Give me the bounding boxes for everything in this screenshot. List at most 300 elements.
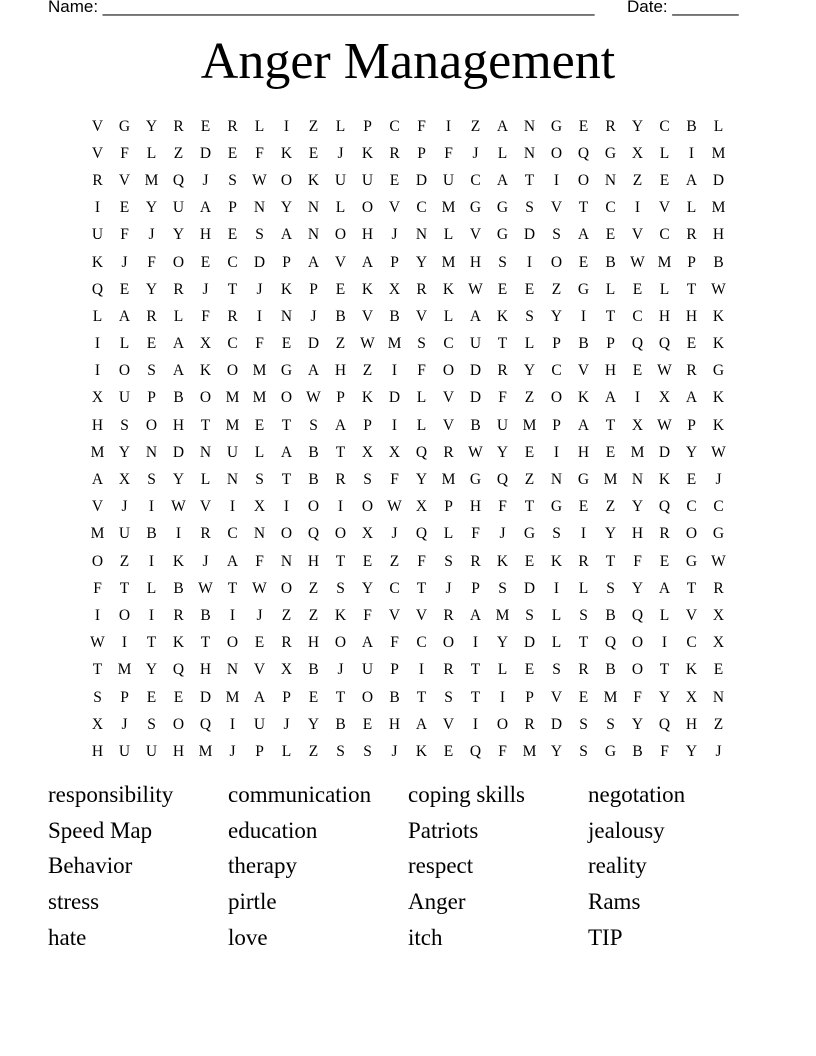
grid-letter: I <box>580 307 587 325</box>
grid-letter: Y <box>496 634 509 652</box>
grid-letter: Y <box>145 199 158 217</box>
grid-letter: Z <box>389 552 400 570</box>
grid-letter: K <box>550 552 563 570</box>
grid-letter: T <box>200 416 211 434</box>
grid-letter: O <box>361 688 374 706</box>
grid-letter: N <box>604 171 617 189</box>
grid-letter: K <box>496 552 509 570</box>
grid-letter: X <box>631 144 644 162</box>
grid-letter: I <box>526 253 533 271</box>
grid-letter: K <box>307 171 320 189</box>
grid-letter: F <box>417 552 426 570</box>
grid-letter: R <box>686 362 697 380</box>
grid-letter: Q <box>199 715 212 733</box>
grid-letter: M <box>630 443 645 461</box>
grid-letter: L <box>524 335 535 353</box>
grid-letter: Q <box>469 742 482 760</box>
grid-letter: A <box>361 634 374 652</box>
grid-letter: Z <box>308 117 319 135</box>
grid-letter: O <box>334 226 347 244</box>
grid-letter: R <box>281 634 292 652</box>
grid-letter: J <box>472 144 479 162</box>
grid-letter: Q <box>631 606 644 624</box>
grid-letter: R <box>200 525 211 543</box>
grid-letter: O <box>550 389 563 407</box>
grid-letter: F <box>120 144 129 162</box>
grid-letter: K <box>442 280 455 298</box>
grid-letter: Q <box>604 634 617 652</box>
grid-letter: P <box>606 335 615 353</box>
grid-letter: V <box>469 226 482 244</box>
grid-letter: H <box>199 661 212 679</box>
grid-letter: G <box>469 471 482 489</box>
grid-letter: F <box>201 307 210 325</box>
grid-letter: E <box>659 552 670 570</box>
grid-letter: P <box>228 199 237 217</box>
grid-letter: M <box>387 335 402 353</box>
word-list-item: reality <box>588 853 647 879</box>
grid-letter: N <box>523 144 536 162</box>
grid-letter: A <box>658 579 671 597</box>
grid-letter: E <box>119 280 130 298</box>
grid-letter: S <box>579 606 588 624</box>
grid-letter: I <box>175 525 182 543</box>
grid-letter: X <box>712 606 725 624</box>
grid-letter: Z <box>605 498 616 516</box>
grid-letter: U <box>118 389 131 407</box>
grid-letter: T <box>416 579 427 597</box>
grid-letter: Q <box>172 171 185 189</box>
grid-letter: S <box>498 579 507 597</box>
grid-letter: T <box>524 498 535 516</box>
grid-letter: D <box>658 443 671 461</box>
grid-letter: S <box>498 253 507 271</box>
word-list-item: responsibility <box>48 782 174 807</box>
grid-letter: O <box>280 171 293 189</box>
grid-letter: S <box>255 471 264 489</box>
grid-letter: X <box>415 498 428 516</box>
grid-letter: H <box>604 362 617 380</box>
grid-letter: U <box>334 171 347 189</box>
grid-letter: T <box>335 688 346 706</box>
grid-letter: K <box>712 307 725 325</box>
grid-letter: C <box>227 253 238 271</box>
grid-letter: F <box>93 579 102 597</box>
grid-letter: I <box>148 552 155 570</box>
grid-letter: A <box>172 362 185 380</box>
grid-letter: O <box>280 579 293 597</box>
grid-letter: A <box>280 226 293 244</box>
grid-letter: T <box>335 552 346 570</box>
grid-letter: P <box>363 416 372 434</box>
grid-letter: W <box>657 362 672 380</box>
grid-letter: E <box>659 171 670 189</box>
grid-letter: O <box>172 253 185 271</box>
grid-letter: A <box>334 416 347 434</box>
grid-letter: S <box>120 416 129 434</box>
grid-letter: F <box>633 552 642 570</box>
grid-letter: D <box>253 253 266 271</box>
grid-letter: T <box>227 579 238 597</box>
word-list-item: therapy <box>228 853 297 879</box>
grid-letter: I <box>229 606 236 624</box>
grid-letter: O <box>361 498 374 516</box>
grid-letter: T <box>416 688 427 706</box>
grid-letter: K <box>280 144 293 162</box>
grid-letter: C <box>389 579 400 597</box>
grid-letter: Z <box>308 606 319 624</box>
grid-letter: U <box>91 226 104 244</box>
grid-letter: M <box>252 362 267 380</box>
grid-letter: Y <box>361 579 374 597</box>
grid-letter: I <box>94 362 101 380</box>
grid-letter: D <box>469 362 482 380</box>
grid-letter: K <box>334 606 347 624</box>
grid-letter: S <box>552 226 561 244</box>
grid-letter: S <box>579 715 588 733</box>
grid-letter: K <box>361 280 374 298</box>
grid-letter: P <box>687 253 696 271</box>
grid-letter: H <box>469 498 482 516</box>
grid-letter: J <box>121 498 128 516</box>
grid-letter: J <box>256 280 263 298</box>
grid-letter: H <box>199 226 212 244</box>
grid-letter: R <box>146 307 157 325</box>
grid-letter: L <box>443 307 454 325</box>
grid-letter: Y <box>604 525 617 543</box>
grid-letter: E <box>686 335 697 353</box>
grid-letter: P <box>687 416 696 434</box>
grid-letter: E <box>578 253 589 271</box>
grid-letter: O <box>199 389 212 407</box>
grid-letter: G <box>577 471 590 489</box>
grid-letter: R <box>578 552 589 570</box>
grid-letter: M <box>711 144 726 162</box>
grid-letter: O <box>334 634 347 652</box>
grid-letter: B <box>335 715 346 733</box>
grid-letter: Y <box>685 443 698 461</box>
grid-letter: L <box>497 144 508 162</box>
grid-letter: R <box>713 579 724 597</box>
grid-letter: X <box>388 443 401 461</box>
grid-letter: Z <box>632 171 643 189</box>
grid-letter: R <box>173 117 184 135</box>
grid-letter: D <box>415 171 428 189</box>
grid-letter: L <box>119 335 130 353</box>
grid-letter: V <box>442 389 455 407</box>
grid-letter: C <box>416 634 427 652</box>
grid-letter: I <box>148 498 155 516</box>
grid-letter: Z <box>524 471 535 489</box>
grid-letter: Y <box>172 226 185 244</box>
grid-letter: L <box>713 117 724 135</box>
grid-letter: B <box>173 389 184 407</box>
grid-letter: X <box>91 389 104 407</box>
grid-letter: J <box>202 171 209 189</box>
grid-letter: O <box>334 525 347 543</box>
grid-letter: R <box>470 552 481 570</box>
grid-letter: S <box>255 226 264 244</box>
grid-letter: C <box>605 199 616 217</box>
grid-letter: V <box>253 661 266 679</box>
grid-letter: K <box>172 634 185 652</box>
grid-letter: I <box>553 171 560 189</box>
grid-letter: Q <box>415 443 428 461</box>
word-list-item: hate <box>48 924 87 950</box>
word-search-grid <box>84 113 732 766</box>
grid-letter: Y <box>145 661 158 679</box>
grid-letter: T <box>686 579 697 597</box>
grid-letter: T <box>578 634 589 652</box>
grid-letter: H <box>712 226 725 244</box>
grid-letter: S <box>309 416 318 434</box>
grid-letter: J <box>229 742 236 760</box>
grid-letter: M <box>711 199 726 217</box>
grid-letter: A <box>361 253 374 271</box>
grid-letter: C <box>686 634 697 652</box>
grid-letter: D <box>550 715 563 733</box>
grid-letter: R <box>578 661 589 679</box>
grid-letter: L <box>605 280 616 298</box>
grid-letter: P <box>282 688 291 706</box>
grid-letter: P <box>336 389 345 407</box>
grid-letter: Y <box>118 443 131 461</box>
grid-letter: K <box>712 389 725 407</box>
grid-letter: W <box>630 253 645 271</box>
grid-letter: K <box>415 742 428 760</box>
grid-letter: H <box>307 552 320 570</box>
grid-letter: R <box>443 606 454 624</box>
word-list-item: communication <box>228 782 372 807</box>
grid-letter: E <box>335 280 346 298</box>
grid-letter: B <box>578 335 589 353</box>
grid-letter: H <box>469 253 482 271</box>
grid-letter: L <box>578 579 589 597</box>
grid-letter: F <box>255 335 264 353</box>
grid-letter: Q <box>658 715 671 733</box>
grid-letter: D <box>199 144 212 162</box>
grid-letter: G <box>577 280 590 298</box>
grid-letter: F <box>255 552 264 570</box>
grid-letter: A <box>469 606 482 624</box>
grid-letter: V <box>118 171 131 189</box>
grid-letter: Y <box>658 688 671 706</box>
grid-letter: M <box>522 742 537 760</box>
grid-letter: E <box>524 443 535 461</box>
grid-letter: Y <box>685 742 698 760</box>
grid-letter: S <box>363 471 372 489</box>
grid-letter: T <box>470 661 481 679</box>
grid-letter: P <box>444 498 453 516</box>
grid-letter: V <box>442 416 455 434</box>
grid-letter: N <box>226 471 239 489</box>
grid-letter: L <box>659 144 670 162</box>
grid-letter: N <box>550 471 563 489</box>
grid-letter: T <box>659 661 670 679</box>
grid-letter: U <box>226 443 239 461</box>
grid-letter: W <box>360 335 375 353</box>
grid-letter: O <box>496 715 509 733</box>
grid-letter: D <box>712 171 725 189</box>
grid-letter: D <box>523 226 536 244</box>
grid-letter: Y <box>172 471 185 489</box>
grid-letter: K <box>712 416 725 434</box>
grid-letter: F <box>390 634 399 652</box>
grid-letter: B <box>173 579 184 597</box>
grid-letter: E <box>200 253 211 271</box>
grid-letter: H <box>334 362 347 380</box>
grid-letter: E <box>632 362 643 380</box>
grid-letter: P <box>552 335 561 353</box>
grid-letter: A <box>415 715 428 733</box>
grid-letter: J <box>121 253 128 271</box>
grid-letter: T <box>686 280 697 298</box>
grid-letter: T <box>524 171 535 189</box>
grid-letter: R <box>443 443 454 461</box>
grid-letter: V <box>361 307 374 325</box>
grid-letter: V <box>550 199 563 217</box>
grid-letter: V <box>91 498 104 516</box>
grid-letter: A <box>172 335 185 353</box>
grid-letter: E <box>227 226 238 244</box>
grid-letter: X <box>280 661 293 679</box>
grid-letter: Y <box>415 471 428 489</box>
grid-letter: U <box>118 742 131 760</box>
grid-letter: A <box>577 416 590 434</box>
grid-letter: X <box>118 471 131 489</box>
grid-letter: D <box>172 443 185 461</box>
grid-letter: X <box>361 443 374 461</box>
grid-letter: E <box>713 661 724 679</box>
grid-letter: B <box>605 661 616 679</box>
grid-letter: G <box>496 199 509 217</box>
grid-letter: A <box>253 688 266 706</box>
grid-letter: U <box>442 171 455 189</box>
grid-letter: O <box>685 525 698 543</box>
grid-letter: L <box>416 389 427 407</box>
grid-letter: P <box>417 144 426 162</box>
grid-letter: Q <box>658 335 671 353</box>
grid-letter: L <box>335 199 346 217</box>
grid-letter: Z <box>335 335 346 353</box>
grid-letter: U <box>469 335 482 353</box>
grid-letter: P <box>120 688 129 706</box>
grid-letter: C <box>443 335 454 353</box>
grid-letter: Z <box>713 715 724 733</box>
grid-letter: E <box>605 226 616 244</box>
grid-letter: Q <box>415 525 428 543</box>
grid-letter: E <box>524 552 535 570</box>
grid-letter: C <box>227 525 238 543</box>
grid-letter: X <box>631 416 644 434</box>
grid-letter: R <box>173 606 184 624</box>
word-list-item: respect <box>408 853 474 879</box>
grid-letter: Z <box>308 579 319 597</box>
grid-letter: M <box>144 171 159 189</box>
grid-letter: A <box>118 307 131 325</box>
grid-letter: Y <box>550 307 563 325</box>
grid-letter: M <box>441 471 456 489</box>
grid-letter: M <box>495 606 510 624</box>
grid-letter: Z <box>119 552 130 570</box>
grid-letter: C <box>713 498 724 516</box>
grid-letter: B <box>308 471 319 489</box>
grid-letter: V <box>442 715 455 733</box>
grid-letter: P <box>390 661 399 679</box>
grid-letter: L <box>92 307 103 325</box>
grid-letter: L <box>659 606 670 624</box>
grid-letter: C <box>389 117 400 135</box>
grid-letter: R <box>524 715 535 733</box>
grid-letter: G <box>118 117 131 135</box>
grid-letter: R <box>173 280 184 298</box>
grid-letter: Y <box>631 715 644 733</box>
grid-letter: T <box>605 552 616 570</box>
grid-letter: H <box>388 715 401 733</box>
grid-letter: A <box>469 307 482 325</box>
grid-letter: L <box>146 579 157 597</box>
grid-letter: X <box>388 280 401 298</box>
grid-letter: T <box>227 280 238 298</box>
grid-letter: X <box>361 525 374 543</box>
grid-letter: A <box>577 226 590 244</box>
grid-letter: J <box>337 144 344 162</box>
grid-letter: P <box>282 253 291 271</box>
grid-letter: B <box>335 307 346 325</box>
grid-letter: M <box>441 253 456 271</box>
grid-letter: D <box>469 389 482 407</box>
grid-letter: P <box>309 280 318 298</box>
grid-letter: T <box>119 579 130 597</box>
grid-letter: I <box>472 634 479 652</box>
grid-letter: Y <box>550 742 563 760</box>
grid-letter: H <box>172 416 185 434</box>
grid-letter: E <box>281 335 292 353</box>
grid-letter: O <box>550 144 563 162</box>
grid-letter: W <box>711 280 726 298</box>
grid-letter: J <box>148 226 155 244</box>
grid-letter: S <box>525 199 534 217</box>
grid-letter: I <box>283 498 290 516</box>
grid-letter: I <box>553 579 560 597</box>
grid-letter: S <box>336 742 345 760</box>
grid-letter: N <box>631 471 644 489</box>
grid-letter: C <box>659 117 670 135</box>
grid-letter: E <box>254 416 265 434</box>
grid-letter: F <box>660 742 669 760</box>
grid-letter: C <box>551 362 562 380</box>
grid-letter: R <box>497 362 508 380</box>
grid-letter: U <box>496 416 509 434</box>
grid-letter: A <box>496 171 509 189</box>
grid-letter: B <box>389 307 400 325</box>
grid-letter: C <box>416 199 427 217</box>
grid-letter: X <box>685 688 698 706</box>
grid-letter: P <box>525 688 534 706</box>
grid-letter: I <box>94 199 101 217</box>
grid-letter: L <box>659 280 670 298</box>
grid-letter: O <box>442 362 455 380</box>
grid-letter: E <box>524 661 535 679</box>
grid-letter: C <box>470 171 481 189</box>
grid-letter: P <box>255 742 264 760</box>
grid-letter: Q <box>631 335 644 353</box>
grid-letter: M <box>225 416 240 434</box>
grid-letter: J <box>256 606 263 624</box>
grid-letter: S <box>147 362 156 380</box>
grid-letter: L <box>335 117 346 135</box>
grid-letter: O <box>118 362 131 380</box>
